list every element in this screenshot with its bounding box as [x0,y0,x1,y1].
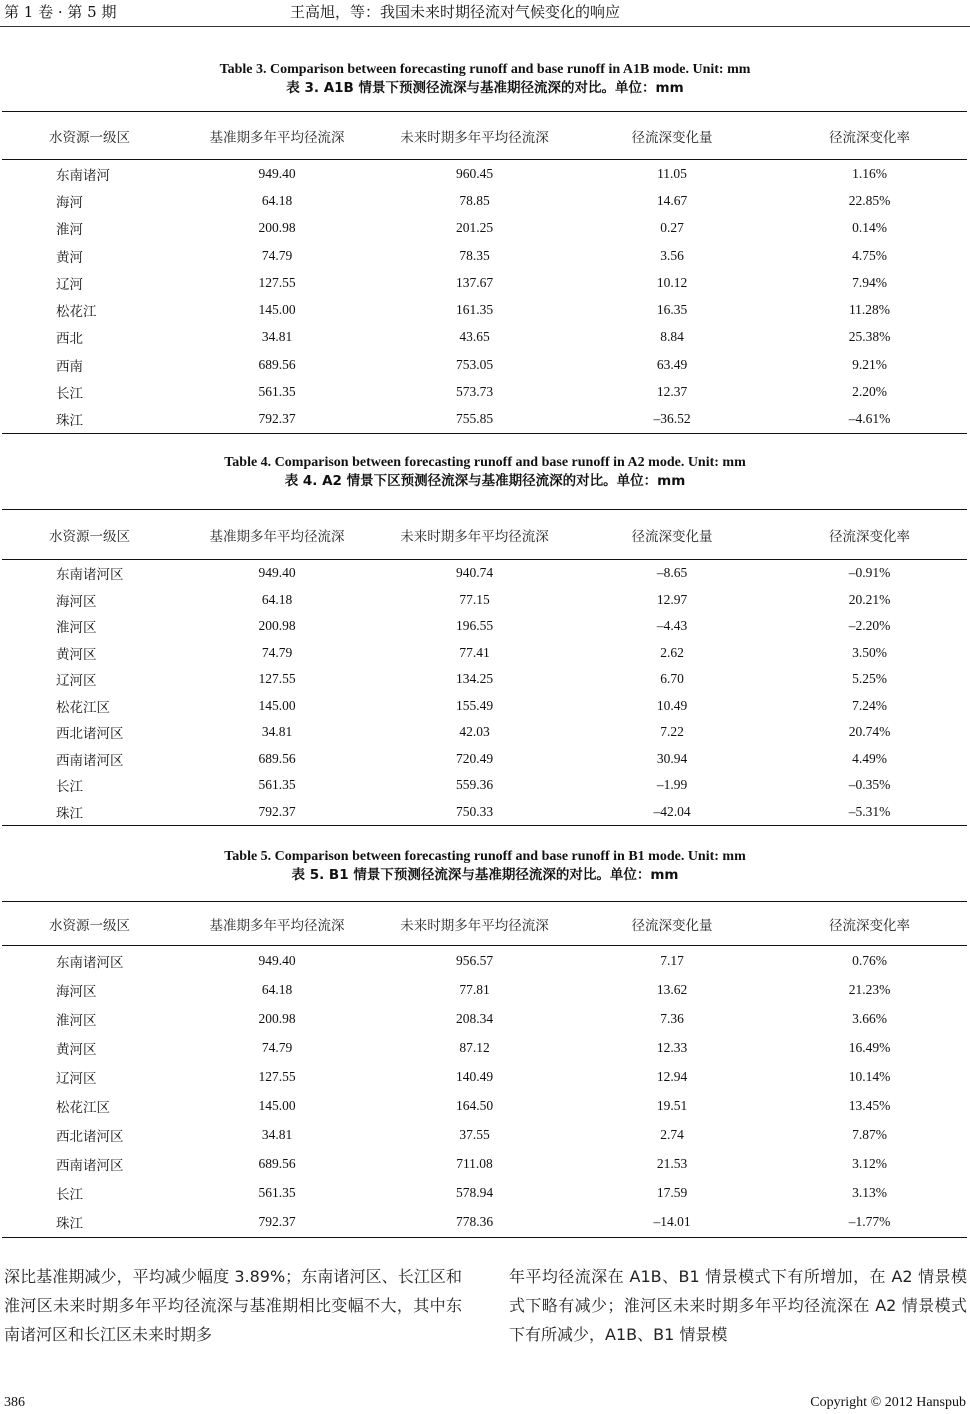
value-cell: 42.03 [459,724,490,740]
table-header-row [2,510,967,560]
value-cell: 949.40 [258,165,296,181]
value-cell: 127.55 [258,274,296,290]
value-cell: 956.57 [455,952,494,968]
value-cell: 22.85% [848,192,891,208]
table-row [2,640,967,667]
value-cell: –1.99 [656,777,688,793]
column-header: 水资源一级区 [2,902,177,946]
column-header: 径流深变化率 [772,112,967,160]
value-cell: 34.81 [261,329,293,345]
region-name-cell: 淮河区 [56,1012,97,1029]
column-header: 径流深变化量 [572,510,772,560]
value-cell: 64.18 [261,981,293,997]
value-cell: 134.25 [455,671,494,687]
table-4-caption-en: Table 4. Comparison between forecasting runoff and base runoff in A2 mode. Unit: mm [224,455,746,470]
value-cell: 77.41 [459,644,490,660]
table-row [2,242,967,269]
value-cell: 200.98 [258,618,296,634]
value-cell: 43.65 [459,329,490,345]
column-header: 径流深变化量 [572,112,772,160]
table-row [2,799,967,826]
table-4 [2,509,967,826]
table-row [2,215,967,242]
table-row [2,693,967,720]
value-cell: 37.55 [459,1127,490,1143]
region-name-cell: 西北诸河区 [56,1129,124,1146]
value-cell: 17.59 [656,1185,688,1201]
value-cell: 127.55 [258,671,296,687]
value-cell: 2.74 [660,1127,684,1143]
region-name-cell: 珠江 [2,406,177,434]
region-name-cell: 松花江区 [56,699,110,716]
region-name-cell: 黄河区 [56,646,97,663]
table-5-caption [0,848,970,884]
column-header: 未来时期多年平均径流深 [377,902,572,946]
region-name-cell: 西南 [56,358,83,375]
value-cell: 30.94 [656,750,688,766]
value-cell: 6.70 [660,671,684,687]
value-cell: 208.34 [455,1010,494,1026]
value-cell: 13.45% [848,1098,891,1114]
value-cell: 4.75% [852,247,887,263]
column-header: 基准期多年平均径流深 [177,902,377,946]
value-cell: 10.49 [656,697,688,713]
value-cell: 5.25% [852,671,887,687]
value-cell: 0.27 [660,220,684,236]
value-cell: 792.37 [177,799,377,826]
region-name-cell: 珠江 [2,799,177,826]
table-row [2,406,967,434]
value-cell: 25.38% [848,329,891,345]
table-row [2,1062,967,1091]
value-cell: 2.20% [852,384,887,400]
value-cell: 3.66% [852,1010,887,1026]
region-name-cell: 海河区 [56,983,97,1000]
table-row [2,946,967,976]
value-cell: 16.35 [656,302,688,318]
region-name-cell: 西南诸河区 [56,1158,124,1175]
table-row [2,719,967,746]
value-cell: 74.79 [261,247,293,263]
table-header-row [2,902,967,946]
value-cell: 12.37 [656,384,688,400]
region-name-cell: 东南诸河区 [56,954,124,971]
value-cell: 561.35 [258,777,296,793]
table-row [2,1208,967,1238]
value-cell: 711.08 [456,1156,493,1172]
value-cell: 689.56 [258,356,296,372]
value-cell: 20.74% [848,724,891,740]
value-cell: 755.85 [377,406,572,434]
value-cell: 140.49 [455,1068,494,1084]
value-cell: 4.49% [852,750,887,766]
table-3-caption-zh: 表 3. A1B 情景下预测径流深与基准期径流深的对比。单位：mm [286,80,684,96]
table-4-caption-zh: 表 4. A2 情景下区预测径流深与基准期径流深的对比。单位：mm [284,473,686,489]
table-row [2,1150,967,1179]
value-cell: 63.49 [656,356,688,372]
value-cell: 940.74 [455,565,494,581]
region-name-cell: 珠江 [2,1208,177,1238]
value-cell: 561.35 [258,384,296,400]
region-name-cell: 黄河区 [56,1041,97,1058]
value-cell: 78.85 [459,192,490,208]
region-name-cell: 长江 [56,1187,83,1204]
value-cell: 3.56 [660,247,684,263]
table-3-caption-en: Table 3. Comparison between forecasting runoff and base runoff in A1B mode. Unit: mm [219,62,751,77]
region-name-cell: 海河 [56,194,83,211]
value-cell: 578.94 [455,1185,494,1201]
value-cell: 21.53 [656,1156,688,1172]
region-name-cell: 黄河 [56,249,83,266]
value-cell: 34.81 [261,1127,293,1143]
region-name-cell: 海河区 [56,593,97,610]
value-cell: 74.79 [261,1039,293,1055]
value-cell: 7.94% [852,274,887,290]
value-cell: 3.50% [852,644,887,660]
value-cell: 753.05 [455,356,494,372]
column-header: 水资源一级区 [2,510,177,560]
value-cell: –14.01 [572,1208,772,1238]
value-cell: 792.37 [177,1208,377,1238]
value-cell: 145.00 [258,302,296,318]
value-cell: 16.49% [848,1039,891,1055]
value-cell: –2.20% [848,618,891,634]
value-cell: 792.37 [177,406,377,434]
region-name-cell: 西北 [56,331,83,348]
value-cell: 689.56 [258,750,296,766]
column-header: 基准期多年平均径流深 [177,112,377,160]
table-row [2,1121,967,1150]
running-header [0,0,970,27]
value-cell: 19.51 [656,1098,688,1114]
value-cell: 87.12 [459,1039,490,1055]
table-row [2,1004,967,1033]
table-5-caption-en: Table 5. Comparison between forecasting runoff and base runoff in B1 mode. Unit: mm [224,849,746,864]
value-cell: 127.55 [258,1068,296,1084]
value-cell: 145.00 [258,697,296,713]
table-row [2,587,967,614]
value-cell: 7.22 [660,724,684,740]
page-number: 386 [4,1395,25,1410]
column-header: 未来时期多年平均径流深 [377,510,572,560]
table-row [2,666,967,693]
table-row [2,351,967,378]
table-row [2,746,967,773]
table-row [2,1091,967,1120]
value-cell: 750.33 [377,799,572,826]
column-header: 径流深变化率 [772,510,967,560]
column-header: 未来时期多年平均径流深 [377,112,572,160]
value-cell: 10.14% [848,1068,891,1084]
value-cell: 196.55 [455,618,494,634]
value-cell: 155.49 [455,697,494,713]
table-row [2,975,967,1004]
value-cell: 11.05 [657,165,687,181]
body-text-right-column: 年平均径流深在 A1B、B1 情景模式下有所增加，在 A2 情景模式下略有减少；淮河区未来时期多年平均径流深在 A2 情景模式下有所减少，A1B、B1 情景模 [509,1267,967,1344]
table-5 [2,901,967,1238]
value-cell: 201.25 [455,220,494,236]
value-cell: –4.61% [772,406,967,434]
value-cell: 12.94 [656,1068,688,1084]
value-cell: 200.98 [258,220,296,236]
region-name-cell: 长江 [56,779,83,796]
column-header: 径流深变化量 [572,902,772,946]
value-cell: 7.36 [660,1010,684,1026]
region-name-cell: 辽河区 [56,673,97,690]
value-cell: –42.04 [572,799,772,826]
value-cell: –1.77% [772,1208,967,1238]
region-name-cell: 东南诸河区 [56,567,124,584]
value-cell: 561.35 [258,1185,296,1201]
table-row [2,187,967,214]
value-cell: 13.62 [656,981,688,997]
value-cell: 0.76% [852,952,887,968]
value-cell: 8.84 [660,329,684,345]
value-cell: –36.52 [572,406,772,434]
region-name-cell: 东南诸河 [56,167,110,184]
table-4-caption [0,454,970,490]
value-cell: 3.12% [852,1156,887,1172]
value-cell: 64.18 [261,192,293,208]
region-name-cell: 淮河区 [56,620,97,637]
value-cell: –4.43 [656,618,688,634]
value-cell: 7.17 [660,952,684,968]
value-cell: 77.15 [459,591,490,607]
table-row [2,324,967,351]
table-3 [2,111,967,434]
value-cell: 10.12 [656,274,688,290]
value-cell: 949.40 [258,565,296,581]
value-cell: 64.18 [261,591,293,607]
table-3-caption [0,61,970,97]
value-cell: –0.91% [848,565,891,581]
value-cell: 559.36 [455,777,494,793]
value-cell: –5.31% [772,799,967,826]
table-row [2,1033,967,1062]
value-cell: 7.87% [852,1127,887,1143]
value-cell: –8.65 [656,565,688,581]
column-header: 径流深变化率 [772,902,967,946]
journal-volume-issue: 第 1 卷 · 第 5 期 [4,3,117,21]
region-name-cell: 辽河区 [56,1070,97,1087]
table-row [2,160,967,188]
value-cell: 78.35 [459,247,490,263]
table-header-row [2,112,967,160]
table-row [2,378,967,405]
value-cell: 1.16% [852,165,887,181]
value-cell: 74.79 [261,644,293,660]
region-name-cell: 西南诸河区 [56,752,124,769]
value-cell: 12.97 [656,591,688,607]
value-cell: 573.73 [455,384,494,400]
value-cell: 960.45 [455,165,494,181]
table-5-caption-zh: 表 5. B1 情景下预测径流深与基准期径流深的对比。单位：mm [291,867,679,883]
value-cell: 200.98 [258,1010,296,1026]
value-cell: 34.81 [261,724,293,740]
value-cell: 0.14% [852,220,887,236]
value-cell: 20.21% [848,591,891,607]
value-cell: 21.23% [848,981,891,997]
table-row [2,296,967,323]
value-cell: 3.13% [852,1185,887,1201]
value-cell: 161.35 [455,302,494,318]
table-row [2,269,967,296]
value-cell: 9.21% [852,356,887,372]
value-cell: 14.67 [656,192,688,208]
value-cell: –0.35% [848,777,891,793]
value-cell: 164.50 [455,1098,494,1114]
value-cell: 7.24% [852,697,887,713]
column-header: 水资源一级区 [2,112,177,160]
value-cell: 145.00 [258,1098,296,1114]
value-cell: 11.28% [848,302,891,318]
column-header: 基准期多年平均径流深 [177,510,377,560]
value-cell: 2.62 [660,644,684,660]
region-name-cell: 西北诸河区 [56,726,124,743]
value-cell: 137.67 [455,274,494,290]
value-cell: 12.33 [656,1039,688,1055]
region-name-cell: 长江 [56,386,83,403]
table-row [2,613,967,640]
region-name-cell: 松花江 [56,304,97,321]
table-row [2,1179,967,1208]
table-row [2,772,967,799]
value-cell: 720.49 [455,750,494,766]
running-title: 王高旭，等：我国未来时期径流对气候变化的响应 [290,3,621,21]
region-name-cell: 松花江区 [56,1100,110,1117]
copyright-notice: Copyright © 2012 Hanspub [810,1395,966,1410]
region-name-cell: 辽河 [56,276,83,293]
value-cell: 949.40 [258,952,296,968]
value-cell: 778.36 [377,1208,572,1238]
value-cell: 77.81 [459,981,490,997]
table-row [2,560,967,587]
value-cell: 689.56 [258,1156,296,1172]
body-text-left-column: 深比基准期减少，平均减少幅度 3.89%；东南诸河区、长江区和淮河区未来时期多年平均径流深与基准期相比变幅不大，其中东南诸河区和长江区未来时期多 [4,1267,462,1344]
region-name-cell: 淮河 [56,222,83,239]
